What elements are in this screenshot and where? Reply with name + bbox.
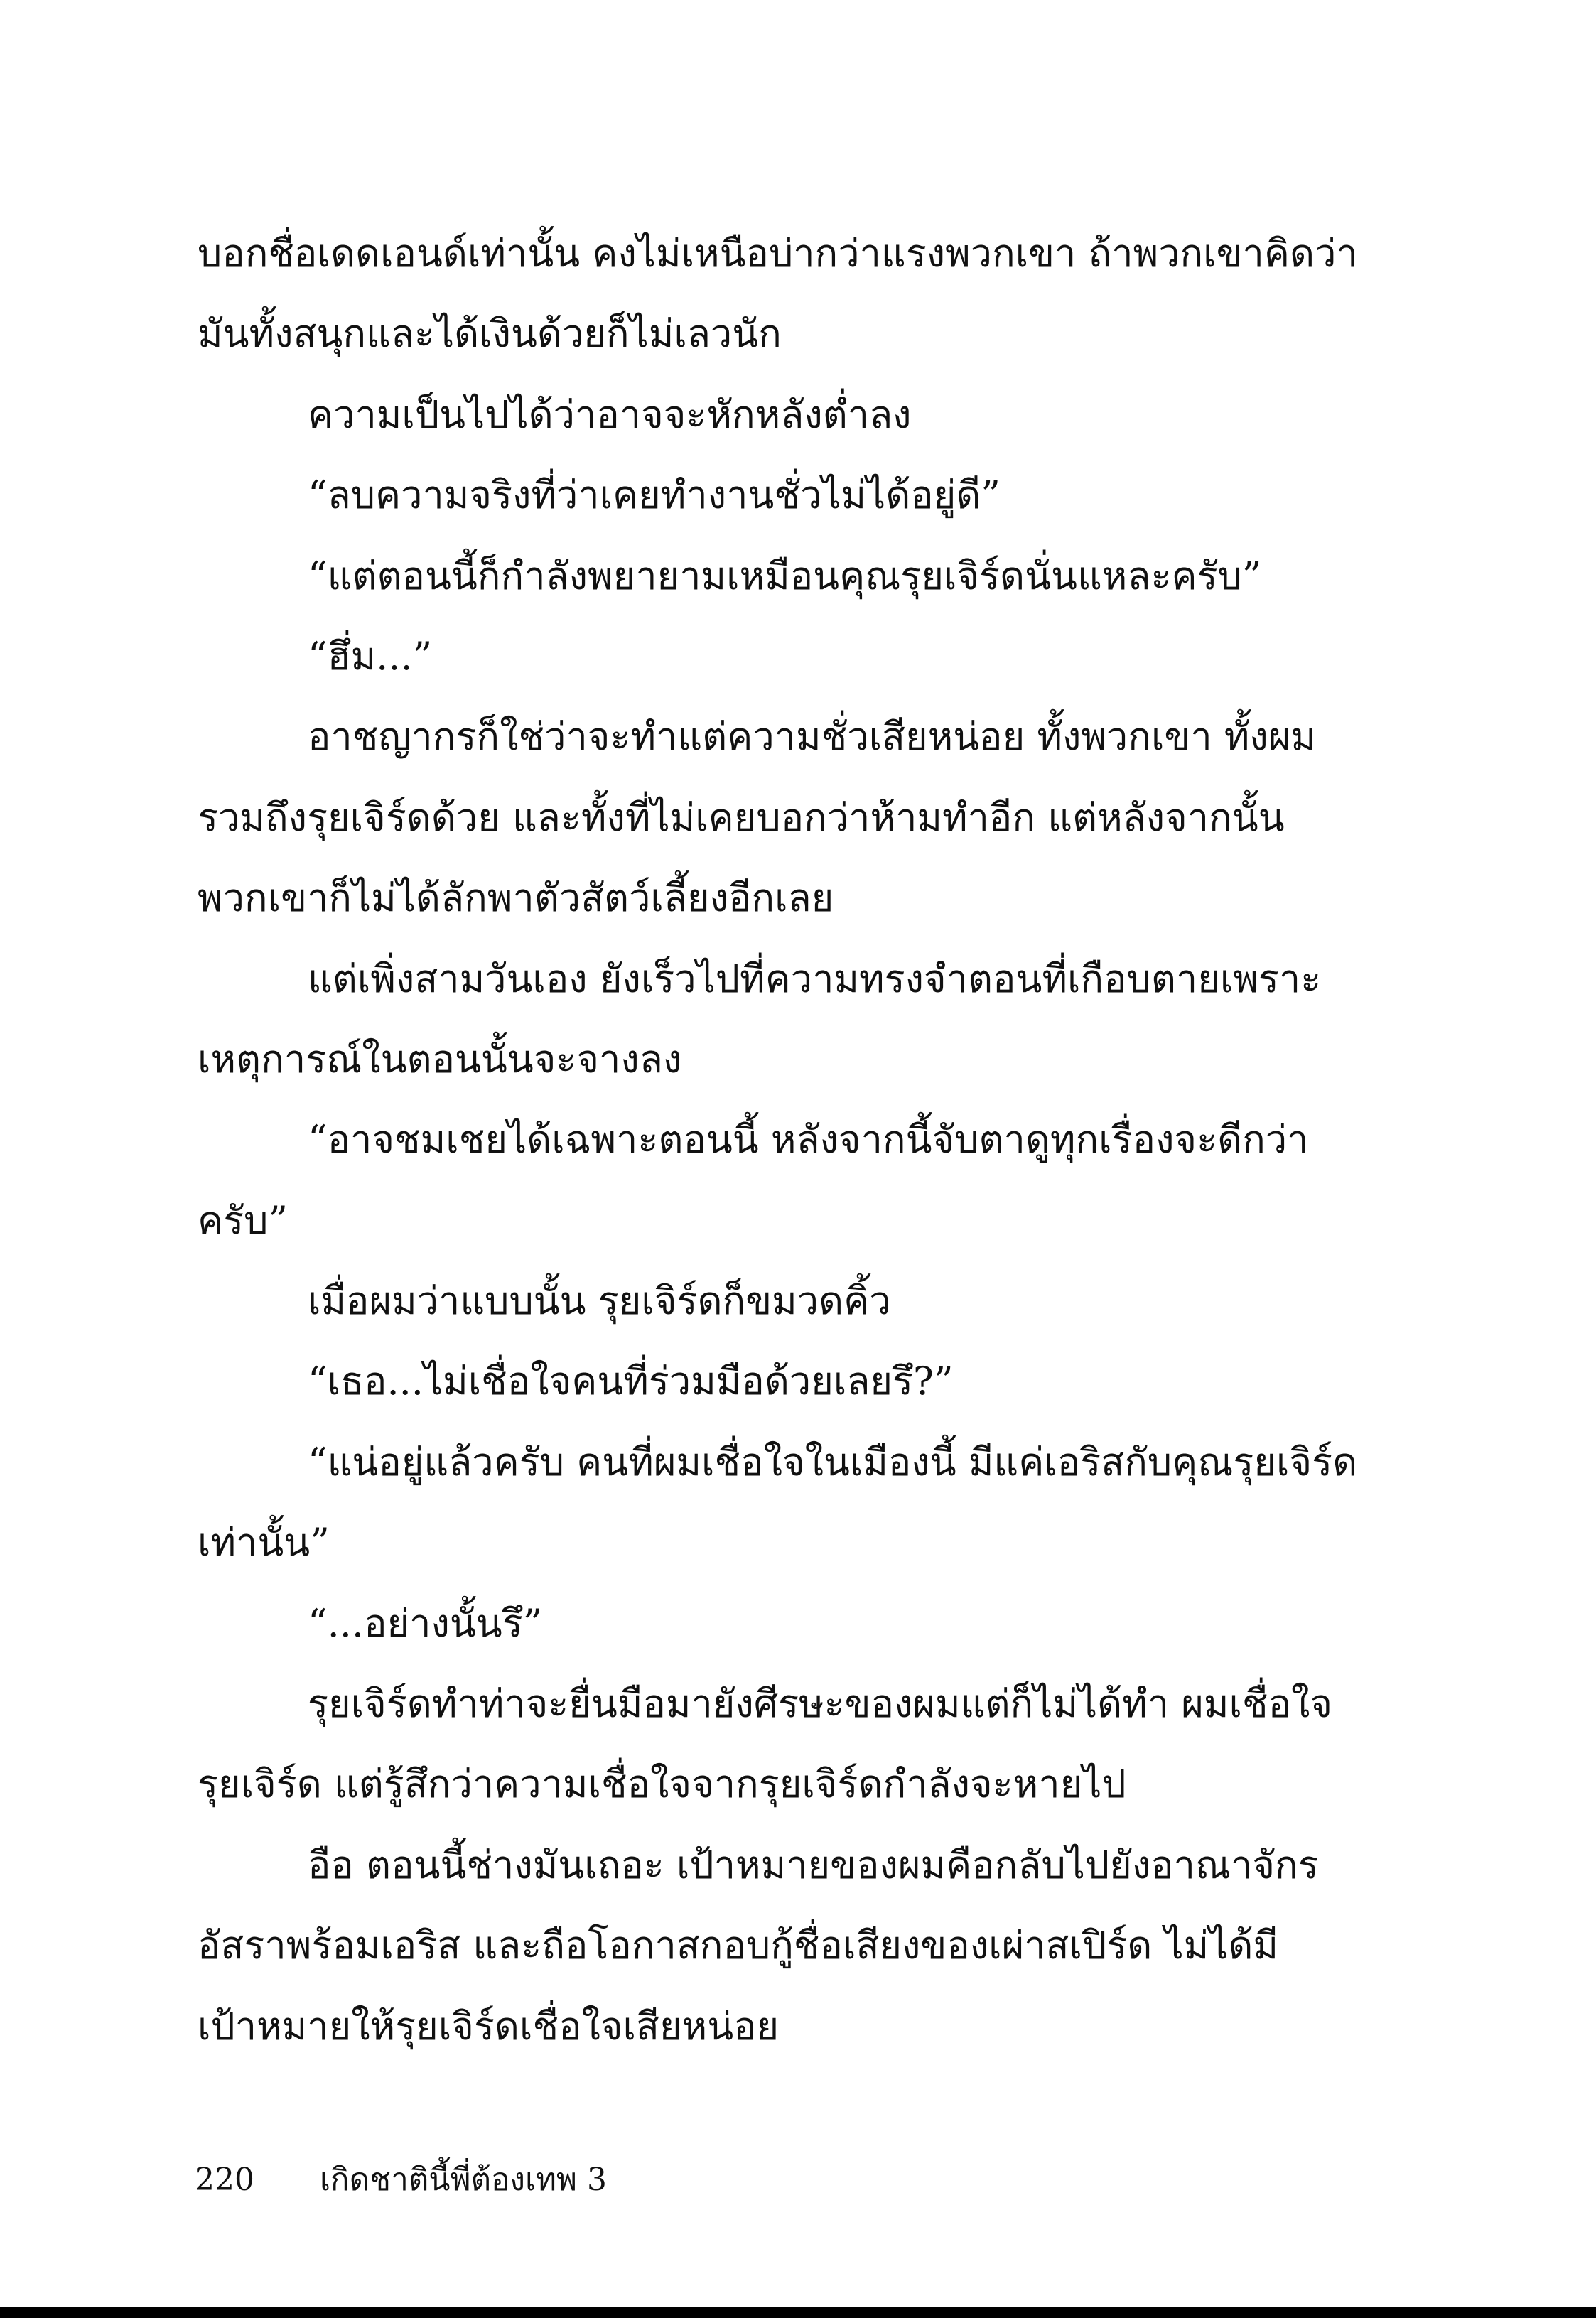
text-line: เหตุการณ์ในตอนนั้นจะจางลง: [198, 1036, 682, 1082]
text-line: รวมถึงรุยเจิร์ดด้วย และทั้งที่ไม่เคยบอกว่าห้ามทำอีก แต่หลังจากนั้น: [198, 794, 1285, 840]
text-line: ครับ”: [198, 1197, 289, 1243]
text-line: เท่านั้น”: [198, 1520, 330, 1565]
bottom-border: [0, 2307, 1596, 2318]
text-line: อือ ตอนนี้ช่างมันเถอะ เป้าหมายของผมคือกลับไปยังอาณาจักร: [308, 1842, 1319, 1887]
page-number: 220: [195, 2162, 254, 2198]
text-line: “อาจชมเชยได้เฉพาะตอนนี้ หลังจากนี้จับตาดูทุกเรื่องจะดีกว่า: [308, 1117, 1309, 1163]
text-line: รุยเจิร์ด แต่รู้สึกว่าความเชื่อใจจากรุยเจิร์ดกำลังจะหายไป: [198, 1762, 1126, 1807]
text-line: “แต่ตอนนี้ก็กำลังพยายามเหมือนคุณรุยเจิร์ดนั่นแหละครับ”: [308, 553, 1262, 598]
text-line: “เธอ...ไม่เชื่อใจคนที่ร่วมมือด้วยเลยรึ?”: [308, 1359, 954, 1404]
text-line: “ฮึ่ม...”: [308, 633, 433, 679]
text-line: รุยเจิร์ดทำท่าจะยื่นมือมายังศีรษะของผมแต่ก็ไม่ได้ทำ ผมเชื่อใจ: [308, 1681, 1333, 1727]
text-line: มันทั้งสนุกและได้เงินด้วยก็ไม่เลวนัก: [198, 311, 782, 357]
text-line: “ลบความจริงที่ว่าเคยทำงานชั่วไม่ได้อยู่ดี”: [308, 473, 1001, 518]
text-line: “แน่อยู่แล้วครับ คนที่ผมเชื่อใจในเมืองนี้ มีแค่เอริสกับคุณรุยเจิร์ด: [308, 1439, 1358, 1484]
text-line: เมื่อผมว่าแบบนั้น รุยเจิร์ดก็ขมวดคิ้ว: [308, 1278, 891, 1324]
body-text: [198, 213, 1358, 2066]
text-line: เป้าหมายให้รุยเจิร์ดเชื่อใจเสียหน่อย: [198, 2003, 780, 2049]
text-line: “...อย่างนั้นรึ”: [308, 1600, 543, 1646]
text-line: อัสราพร้อมเอริส และถือโอกาสกอบกู้ชื่อเสียงของเผ่าสเปิร์ด ไม่ได้มี: [198, 1923, 1279, 1968]
page-footer: [195, 2152, 607, 2209]
text-line: แต่เพิ่งสามวันเอง ยังเร็วไปที่ความทรงจำตอนที่เกือบตายเพราะ: [308, 956, 1322, 1001]
text-line: ความเป็นไปได้ว่าอาจจะหักหลังต่ำลง: [308, 392, 912, 437]
text-line: อาชญากรก็ใช่ว่าจะทำแต่ความชั่วเสียหน่อย ทั้งพวกเขา ทั้งผม: [308, 714, 1317, 760]
book-title: เกิดชาตินี้พี่ต้องเทพ 3: [319, 2162, 607, 2198]
text-line: บอกชื่อเดดเอนด์เท่านั้น คงไม่เหนือบ่ากว่าแรงพวกเขา ถ้าพวกเขาคิดว่า: [198, 231, 1358, 276]
text-line: พวกเขาก็ไม่ได้ลักพาตัวสัตว์เลี้ยงอีกเลย: [198, 875, 834, 921]
